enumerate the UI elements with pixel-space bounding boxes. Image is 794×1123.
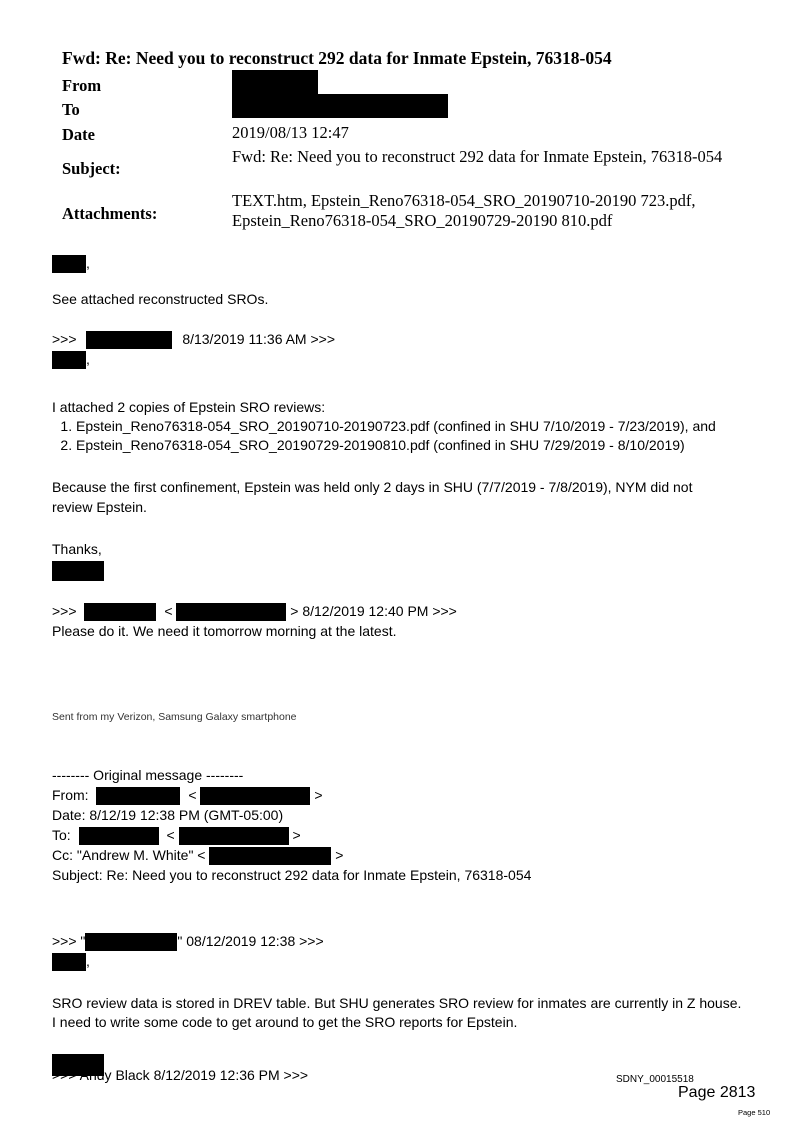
om-date-line: Date: 8/12/19 12:38 PM (GMT-05:00) [52, 807, 284, 823]
date-value: 2019/08/13 12:47 [232, 123, 349, 142]
attachments-label: Attachments: [62, 204, 158, 223]
redaction-om-to-name [79, 827, 159, 845]
bates-number: SDNY_00015518 [616, 1074, 694, 1085]
sro-line-1: SRO review data is stored in DREV table. But SHU generates SRO review for inmates are currently in Z house. [52, 995, 742, 1011]
om-cc-line: Cc: "Andrew M. White" < > [52, 846, 343, 865]
sro-line-2: I need to write some code to get around to get the SRO reports for Epstein. [52, 1014, 518, 1030]
redaction-from [232, 70, 318, 94]
greeting-line: , [52, 254, 90, 273]
redaction-signature [52, 561, 104, 581]
redaction-quote2-email [176, 603, 286, 621]
email-title: Fwd: Re: Need you to reconstruct 292 data for Inmate Epstein, 76318-054 [62, 48, 612, 68]
please-line: Please do it. We need it tomorrow morning at the latest. [52, 623, 397, 639]
attachments-value: TEXT.htm, Epstein_Reno76318-054_SRO_20190710-20190 723.pdf, Epstein_Reno76318-054_SRO_20190729-20190 810.pdf [232, 191, 696, 230]
original-message-divider: -------- Original message -------- [52, 767, 244, 783]
attachment-list [52, 417, 716, 455]
list-item: 2. Epstein_Reno76318-054_SRO_20190729-20190810.pdf (confined in SHU 7/29/2019 - 8/10/2019) [76, 436, 716, 455]
redaction-om-to-email [179, 827, 289, 845]
attached-copies-line: I attached 2 copies of Epstein SRO reviews: [52, 399, 326, 415]
redaction-quote2-name [84, 603, 156, 621]
quote-line-3: >>> " " 08/12/2019 12:38 >>> [52, 932, 324, 951]
greeting-line-2: , [52, 350, 90, 369]
redaction-om-from-name [96, 787, 180, 805]
date-label: Date [62, 125, 95, 144]
cut-off-quote-line: >>> Andy Black 8/12/2019 12:36 PM >>> [52, 1067, 309, 1083]
see-attached-line: See attached reconstructed SROs. [52, 291, 269, 307]
page-number: Page 2813 [678, 1084, 756, 1101]
to-label: To [62, 100, 80, 119]
redaction-om-from-email [200, 787, 310, 805]
redaction-greeting-3 [52, 953, 86, 971]
redaction-greeting-2 [52, 351, 86, 369]
thanks-line: Thanks, [52, 541, 102, 557]
sent-from-line: Sent from my Verizon, Samsung Galaxy smartphone [52, 711, 297, 723]
because-line-1: Because the first confinement, Epstein was held only 2 days in SHU (7/7/2019 - 7/8/2019), NYM did not [52, 479, 693, 495]
redaction-greeting [52, 255, 86, 273]
redaction-to [232, 94, 448, 118]
om-subject-line: Subject: Re: Need you to reconstruct 292 data for Inmate Epstein, 76318-054 [52, 867, 532, 883]
greeting-line-3: , [52, 952, 90, 971]
from-label: From [62, 76, 102, 95]
quote-line-2: >>> < > 8/12/2019 12:40 PM >>> [52, 602, 457, 621]
subject-value: Fwd: Re: Need you to reconstruct 292 data for Inmate Epstein, 76318-054 [232, 147, 723, 166]
redaction-om-cc-email [209, 847, 331, 865]
om-to-line: To: < > [52, 826, 301, 845]
om-from-line: From: < > [52, 786, 323, 805]
page-number-small: Page 510 [738, 1108, 771, 1117]
redaction-quote3 [85, 933, 177, 951]
subject-label: Subject: [62, 159, 121, 178]
because-line-2: review Epstein. [52, 499, 147, 515]
redaction-quote1 [86, 331, 172, 349]
list-item: 1. Epstein_Reno76318-054_SRO_20190710-20190723.pdf (confined in SHU 7/10/2019 - 7/23/2019), and [76, 417, 716, 436]
quote-line-1: >>> 8/13/2019 11:36 AM >>> [52, 330, 335, 349]
